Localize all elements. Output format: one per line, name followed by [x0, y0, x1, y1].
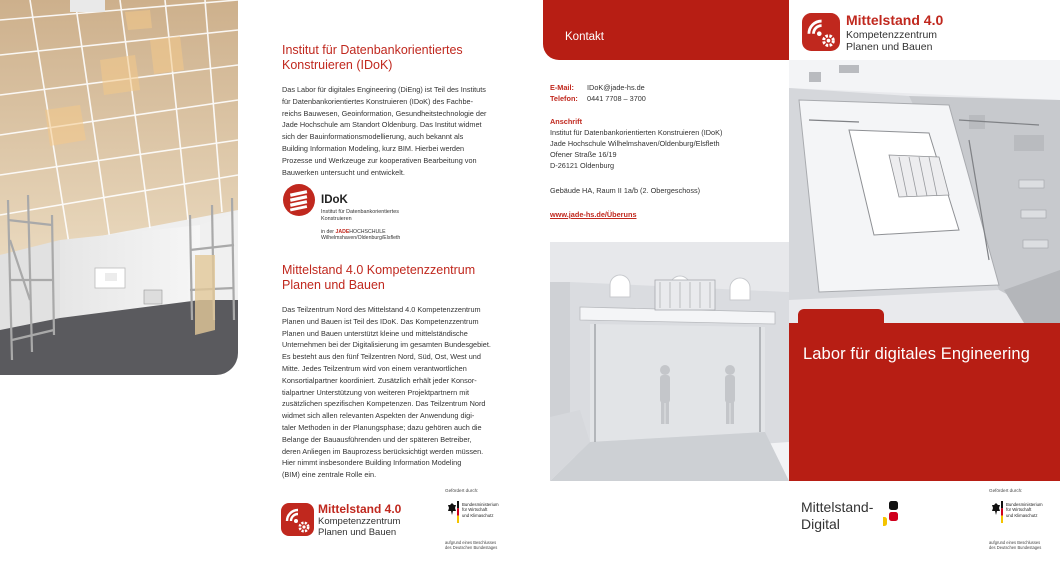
lab-photo-illustration: [0, 0, 238, 375]
jade-suffix: HOCHSCHULE: [349, 229, 386, 235]
idok-logo-text: [321, 209, 399, 223]
cover-title-band: [789, 323, 1060, 481]
paragraph-line: Das Labor für digitales Engineering (DiEng) ist Teil des Instituts: [282, 85, 486, 94]
phone-value[interactable]: 0441 7708 – 3700: [587, 94, 646, 103]
paragraph-line: sich der Bauinformationsmodellierung, auch bekannt als: [282, 132, 464, 142]
institute-paragraph: [282, 84, 510, 178]
mittelstand-logo-bottom: [281, 502, 411, 540]
funding-block-left: [445, 488, 525, 550]
funding-label: Gefördert durch:: [989, 488, 1023, 493]
email-value[interactable]: IDoK@jade-hs.de: [587, 83, 645, 92]
paragraph-line: widmet sich allen relevanten Aspekten der Anwendung digi-: [282, 411, 475, 421]
flag-bar-icon: [1001, 501, 1003, 523]
center-heading: Mittelstand 4.0 Kompetenzzentrum Planen und Bauen: [282, 263, 476, 292]
mittelstand-logo-sub-line: Kompetenzzentrum: [846, 29, 938, 41]
contact-tab-label: Kontakt: [565, 31, 604, 43]
idok-logo-line: Wilhelmshaven/Oldenburg/Elsfleth: [321, 235, 401, 242]
funding-basis-line: des Deutschen Bundestages: [989, 545, 1042, 550]
address-heading: Anschrift: [550, 117, 583, 126]
mittelstand-digital-logo: [801, 499, 921, 539]
center-paragraph: [282, 304, 510, 481]
paragraph-line: Unternehmen bei der Digitalisierung im gesamten Bundesgebiet.: [282, 340, 491, 350]
idok-logo-line: Institut für Datenbankorientiertes: [321, 209, 399, 215]
lab-render-illustration: [550, 242, 789, 481]
cover-title: Labor für digitales Engineering: [803, 345, 1030, 363]
idok-logo-icon: [282, 183, 316, 217]
ministry-line: und Klimaschutz: [1006, 512, 1038, 518]
mittelstand-logo-name: Mittelstand 4.0: [846, 12, 944, 28]
mittelstand-digital-line: Mittelstand-: [801, 499, 874, 515]
mittelstand-digital-text: [801, 499, 873, 533]
address-line: D-26121 Oldenburg: [550, 161, 615, 170]
paragraph-line: Konsortialpartner koordiniert. Zusätzlich erhält jeder Konsor-: [282, 375, 477, 385]
paragraph-line: reichs Bauwesen, Geoinformation, Gesundheitstechnologie der: [282, 108, 487, 118]
address-line: Jade Hochschule Wilhelmshaven/Oldenburg/Elsfleth: [550, 139, 720, 148]
mittelstand-logo-icon: [802, 13, 840, 51]
email-row: [550, 82, 645, 93]
cover-column: [789, 0, 1060, 563]
idok-logo-prefix: in der: [321, 229, 334, 235]
paragraph-line: Das Teilzentrum Nord des Mittelstand 4.0 Kompetenzzentrum: [282, 305, 481, 314]
paragraph-line: tialpartner Unterstützung von weiteren Projektpartnern mit: [282, 387, 469, 397]
federal-eagle-icon: [991, 502, 1001, 516]
funding-label: Gefördert durch:: [445, 488, 479, 493]
contact-tab: [543, 0, 789, 60]
paragraph-line: (BIM) eine zentrale Rolle ein.: [282, 470, 377, 480]
mittelstand-logo-sub: [318, 517, 400, 538]
mittelstand-digital-line: Digital: [801, 516, 840, 532]
address-line: Ofener Straße 16/19: [550, 150, 617, 159]
phone-row: [550, 93, 646, 104]
paragraph-line: Belange der Bauausführenden und der späteren Betreiber,: [282, 434, 472, 444]
paragraph-line: Building Information Modeling, kurz BIM. Hierbei werden: [282, 143, 465, 153]
phone-label: Telefon:: [550, 94, 578, 103]
federal-eagle-icon: [447, 502, 457, 516]
idok-logo-jade: [321, 229, 400, 242]
ministry-name: [462, 502, 499, 518]
ministry-line: für Wirtschaft: [462, 507, 488, 513]
lab-render-aerial-illustration: [789, 60, 1060, 323]
building-info: Gebäude HA, Raum II 1a/b (2. Obergeschoss): [550, 186, 701, 195]
paragraph-line: Planen und Bauen ist Teil des IDoK. Das Kompetenzzentrum: [282, 316, 479, 326]
paragraph-line: Jade Hochschule am Standort Oldenburg. Das Institut widmet: [282, 120, 482, 130]
funding-basis: [989, 540, 1041, 550]
paragraph-line: Mitte. Jedes Teilzentrum wird von einem verantwortlichen: [282, 363, 467, 373]
paragraph-line: deren Anliegen im Bauprozess berücksichtigt werden müssen.: [282, 446, 484, 456]
funding-basis-line: des Deutschen Bundestages: [445, 545, 498, 550]
funding-basis-line: aufgrund eines Beschlusses: [445, 540, 497, 545]
contact-column: [543, 0, 789, 563]
mittelstand-logo-sub-line: Planen und Bauen: [318, 526, 397, 538]
website-link[interactable]: www.jade-hs.de/Überuns: [550, 210, 637, 219]
idok-logo: [282, 183, 422, 245]
jade-brand: JADE: [335, 229, 350, 235]
funding-basis: [445, 540, 497, 550]
paragraph-line: Hier nimmt insbesondere Building Information Modeling: [282, 458, 462, 468]
ministry-line: Bundesministerium: [462, 502, 499, 507]
flag-bar-icon: [457, 501, 459, 523]
mittelstand-logo-sub-line: Planen und Bauen: [846, 41, 933, 53]
ministry-name: [1006, 502, 1043, 518]
email-label: E-Mail:: [550, 83, 574, 92]
address-line: Institut für Datenbankorientierten Konstruieren (IDoK): [550, 128, 723, 137]
idok-logo-name: IDoK: [321, 194, 348, 206]
paragraph-line: zusätzlichen spezifischen Kompetenzen. Das Teilzentrum Nord: [282, 399, 486, 409]
mittelstand-logo-sub-line: Kompetenzzentrum: [318, 516, 401, 527]
paragraph-line: taler Methoden in der Planungsphase; dazu gehören auch die: [282, 422, 482, 432]
mittelstand-logo-name: Mittelstand 4.0: [318, 502, 402, 516]
ministry-line: für Wirtschaft: [1006, 507, 1032, 513]
paragraph-line: für Datenbankorientiertes Konstruieren (IDoK) des Fachbe-: [282, 96, 474, 106]
paragraph-line: Bauwerken untersucht und entwickelt.: [282, 167, 405, 177]
lab-render-aerial: [789, 60, 1060, 323]
paragraph-line: Es besteht aus den fünf Teilzentren Nord, Süd, Ost, West und: [282, 352, 481, 362]
funding-basis-line: aufgrund eines Beschlusses: [989, 540, 1041, 545]
idok-logo-line: Konstruieren: [321, 216, 352, 222]
paragraph-line: Prozesse und Werkzeuge zur kooperativen Bearbeitung von: [282, 155, 477, 165]
mittelstand-logo-icon: [281, 503, 314, 536]
info-column: [282, 0, 514, 563]
mittelstand-logo-sub: [846, 29, 937, 53]
institute-heading: Institut für Datenbankorientiertes Konstruieren (IDoK): [282, 43, 463, 72]
lab-photo: [0, 0, 238, 375]
paragraph-line: Planen und Bauen unterstützt kleine und mittelständische: [282, 328, 468, 338]
ministry-line: und Klimaschutz: [462, 512, 494, 518]
mittelstand-logo-top: [802, 12, 952, 54]
ministry-line: Bundesministerium: [1006, 502, 1043, 507]
lab-render-interior: [550, 242, 789, 481]
german-flag-dots-icon: [883, 499, 913, 529]
funding-block-right: [989, 488, 1060, 550]
